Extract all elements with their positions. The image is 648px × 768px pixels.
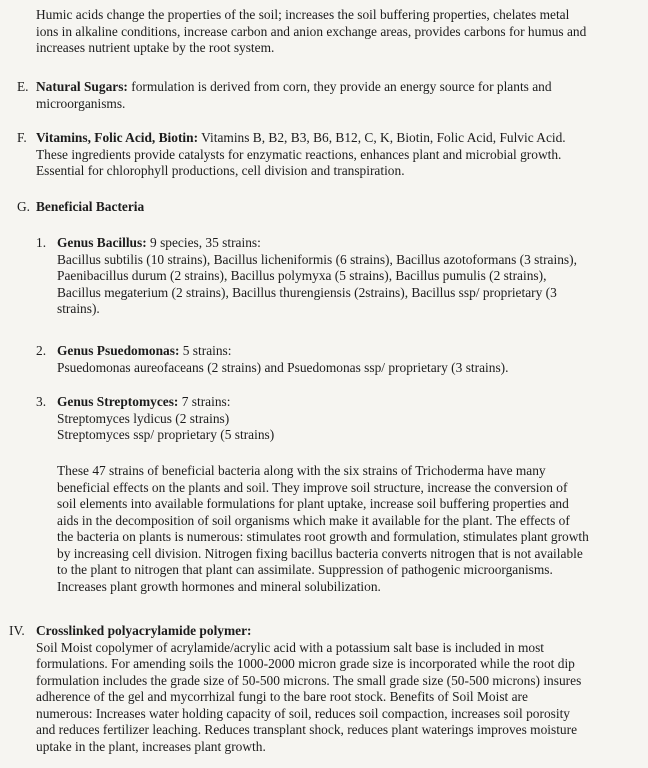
bacillus-heading: Genus Bacillus:: [57, 235, 147, 250]
section-iv-line: formulations. For amending soils the 1000-2000 micron grade size is incorporated while the root dip: [36, 656, 575, 671]
intro-line: Humic acids change the properties of the soil; increases the soil buffering properties, chelates metal: [36, 7, 570, 22]
bacillus-line: Bacillus megaterium (2 strains), Bacillus thurengiensis (2strains), Bacillus ssp/ proprietary (3: [57, 284, 557, 300]
summary-line: beneficial effects on the plants and soil. They improve soil structure, increase the conversion of: [57, 479, 568, 495]
summary-line: the bacteria on plants is numerous: stimulates root growth and formulation, stimulates plant growth: [57, 529, 589, 544]
section-iv-line: Soil Moist copolymer of acrylamide/acrylic acid with a potassium salt base is included in most: [36, 639, 544, 655]
pseudomonas-heading: Genus Psuedomonas:: [57, 343, 180, 358]
bacillus-line: Bacillus subtilis (10 strains), Bacillus licheniformis (6 strains), Bacillus azotoformans (3 strains),: [57, 251, 577, 267]
section-e-line: microorganisms.: [36, 95, 126, 111]
bacteria-summary-paragraph: [57, 463, 589, 595]
pseudomonas-first-line: [57, 343, 508, 360]
section-f-first-line: [36, 130, 566, 147]
pseudomonas-item: [57, 343, 508, 376]
intro-paragraph: [36, 7, 586, 57]
summary-line: by increasing cell division. Nitrogen fixing bacillus bacteria converts nitrogen that is not available: [57, 545, 583, 561]
streptomyces-heading: Genus Streptomyces:: [57, 394, 179, 409]
section-f: [36, 130, 566, 180]
pseudomonas-marker: 2.: [36, 343, 47, 358]
intro-line: ions in alkaline conditions, increase carbon and anion exchange areas, provides carbons for humus and: [36, 23, 587, 39]
section-e-first-line: [36, 79, 552, 96]
section-f-heading: Vitamins, Folic Acid, Biotin:: [36, 130, 199, 145]
section-iv-line: formulation includes the grade size of 50-500 microns. The small grade size (50-500 microns) insures: [36, 672, 582, 688]
summary-line: soil elements into available formulations for plant uptake, increase soil buffering properties and: [57, 496, 569, 511]
bacillus-line: strains).: [57, 301, 100, 316]
section-g-heading: Beneficial Bacteria: [36, 199, 145, 214]
section-iv-line: numerous: Increases water holding capacity of soil, reduces soil compaction, increases soil porosity: [36, 705, 570, 721]
bacillus-line: Paenibacillus durum (2 strains), Bacillus polymyxa (5 strains), Bacillus pumulis (2 strains),: [57, 268, 547, 283]
section-e-marker: E.: [17, 79, 29, 94]
streptomyces-first-line: [57, 394, 274, 411]
section-e-text: formulation is derived from corn, they provide an energy source for plants and: [127, 79, 552, 94]
section-iv-line: uptake in the plant, increases plant growth.: [36, 738, 266, 754]
summary-line: to the plant to nitrogen that plant can assimilate. Suppression of pathogenic microorganisms.: [57, 562, 553, 577]
bacillus-text: 9 species, 35 strains:: [146, 235, 261, 250]
pseudomonas-text: 5 strains:: [179, 343, 232, 358]
summary-line: These 47 strains of beneficial bacteria along with the six strains of Trichoderma have many: [57, 463, 546, 478]
streptomyces-line: Streptomyces ssp/ proprietary (5 strains): [57, 427, 275, 442]
bacillus-marker: 1.: [36, 235, 47, 250]
summary-line: Increases plant growth hormones and mineral solubilization.: [57, 578, 381, 594]
section-e-heading: Natural Sugars:: [36, 79, 128, 94]
bacillus-first-line: [57, 235, 577, 252]
section-f-text: Vitamins B, B2, B3, B6, B12, C, K, Biotin, Folic Acid, Fulvic Acid.: [198, 130, 566, 145]
section-f-line: Essential for chlorophyll productions, cell division and transpiration.: [36, 163, 405, 178]
section-iv-marker: IV.: [9, 623, 25, 638]
section-g: [36, 199, 144, 216]
streptomyces-marker: 3.: [36, 394, 47, 409]
section-f-line: These ingredients provide catalysts for enzymatic reactions, enhances plant and microbial growth.: [36, 146, 562, 162]
bacillus-item: [57, 235, 577, 318]
streptomyces-item: [57, 394, 274, 444]
pseudomonas-line: Psuedomonas aureofaceans (2 strains) and Psuedomonas ssp/ proprietary (3 strains).: [57, 359, 509, 375]
summary-line: aids in the decomposition of soil organisms which make it available for the plant. The effects of: [57, 512, 570, 528]
streptomyces-text: 7 strains:: [178, 394, 231, 409]
section-e: [36, 79, 552, 112]
section-f-marker: F.: [17, 130, 27, 145]
section-g-marker: G.: [17, 199, 31, 214]
section-iv-line: adherence of the gel and mycorrhizal fungi to the bare root stock. Benefits of Soil Moist are: [36, 689, 528, 704]
intro-line: increases nutrient uptake by the root system.: [36, 40, 275, 55]
section-iv-heading: Crosslinked polyacrylamide polymer:: [36, 623, 252, 638]
streptomyces-line: Streptomyces lydicus (2 strains): [57, 410, 230, 426]
section-iv-line: and reduces fertilizer leaching. Reduces transplant shock, reduces plant waterings improves moisture: [36, 722, 578, 737]
section-iv: [36, 623, 581, 755]
